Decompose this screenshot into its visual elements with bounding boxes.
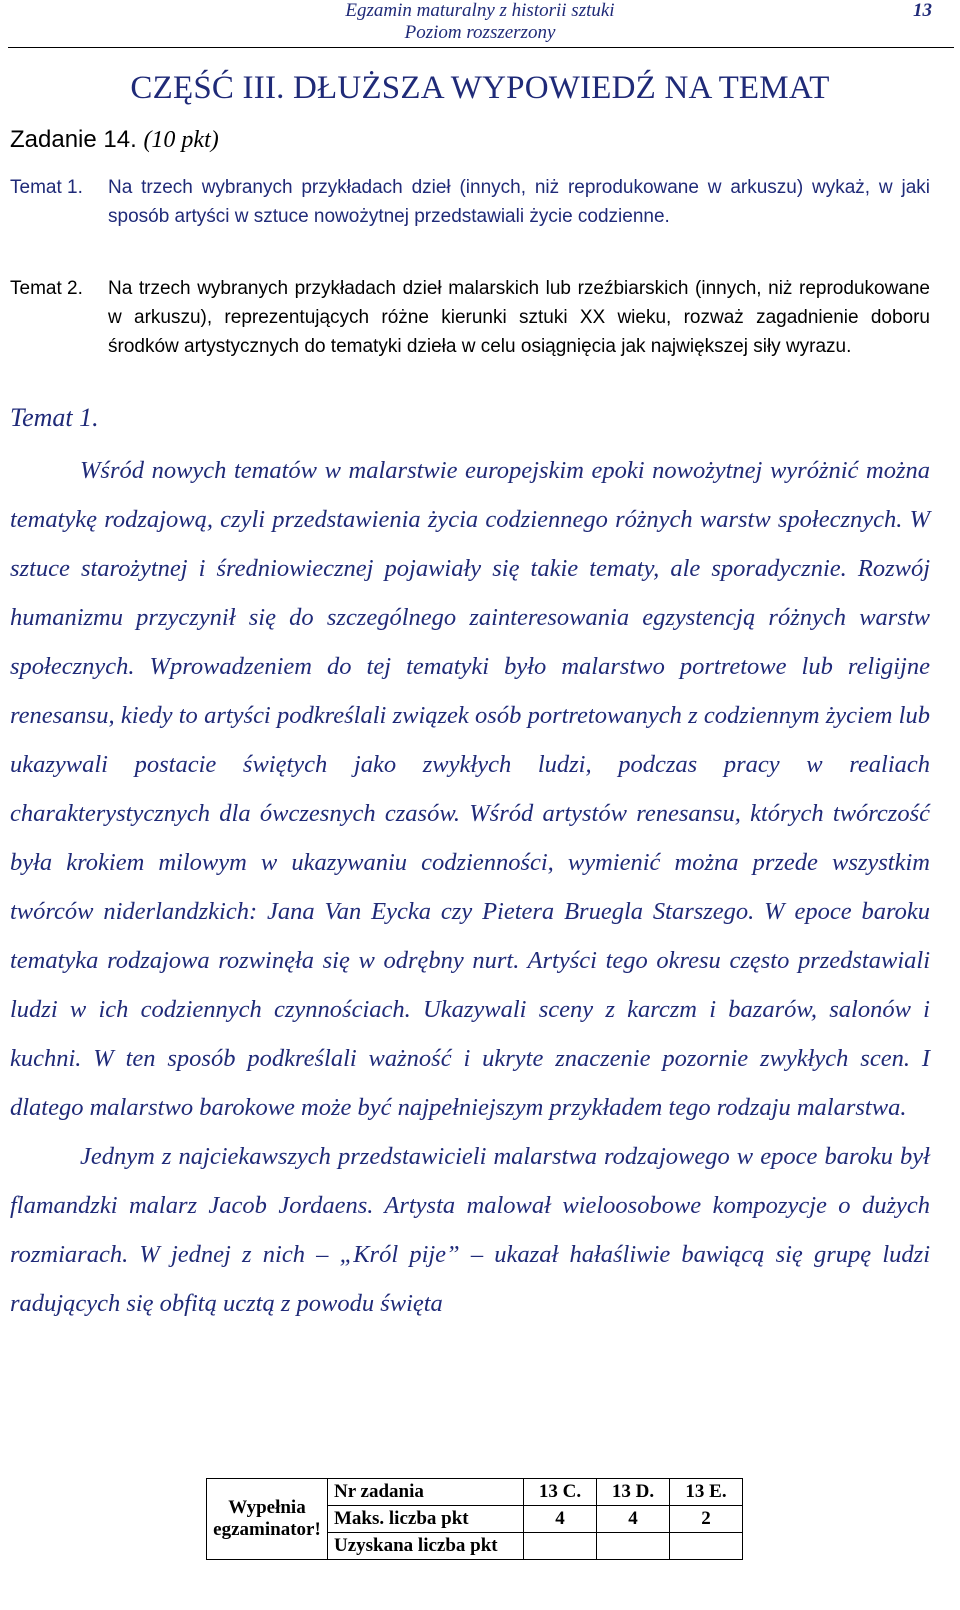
score-input-cell[interactable] [597, 1533, 670, 1560]
max-points-cell: 4 [524, 1506, 597, 1533]
examiner-score-table [206, 1478, 743, 1560]
answer-paragraph-1: Wśród nowych tematów w malarstwie europejskim epoki nowożytnej wyróżnić można tematykę rodzajową, czyli przedstawienia życia codziennego różnych warstw społecznych. W sztuce starożytnej i średniowiecznej pojawiały się takie tematy, ale sporadycznie. Rozwój humanizmu przyczynił się do szczególnego zainteresowania egzystencją różnych warstw społecznych. Wprowadzeniem do tej tematyki było malarstwo portretowe lub religijne renesansu, kiedy to artyści podkreślali związek osób portretowanych z codziennym życiem lub ukazywali postacie świętych jako zwykłych ludzi, podczas pracy w realiach charakterystycznych dla ówczesnych czasów. Wśród artystów renesansu, których twórczość była krokiem milowym w ukazywaniu codzienności, wymienić można przede wszystkim twórców niderlandzkich: Jana Van Eycka czy Pietera Bruegla Starszego. W epoce baroku tematyka rodzajowa rozwinęła się w odrębny nurt. Artyści tego okresu często przedstawiali ludzi w ich codziennych czynnościach. Ukazywali sceny z karczm i bazarów, salonów i kuchni. W ten sposób podkreślali ważność i ukryte znaczenie pozornie zwykłych scen. I dlatego malarstwo barokowe może być najpełniejszym przykładem tego rodzaju malarstwa. [10, 457, 930, 1121]
page-number: 13 [913, 0, 932, 21]
max-points-cell: 4 [597, 1506, 670, 1533]
examiner-note: Wypełnia egzaminator! [207, 1479, 328, 1560]
score-input-cell[interactable] [670, 1533, 743, 1560]
answer-topic-label: Temat 1. [10, 403, 99, 432]
row-label: Maks. liczba pkt [328, 1506, 524, 1533]
topic-2-label: Temat 2. [10, 278, 83, 299]
topic-1 [10, 173, 930, 231]
task-points: (10 pkt) [143, 127, 219, 153]
topic-1-label: Temat 1. [10, 177, 83, 198]
header-divider [8, 47, 954, 48]
row-label: Nr zadania [328, 1479, 524, 1506]
answer-text [10, 446, 930, 1328]
topic-1-text: Na trzech wybranych przykładach dzieł (innych, niż reprodukowane w arkuszu) wykaż, w jaki sposób artyści w sztuce nowożytnej przedstawiali życie codzienne. [108, 177, 930, 227]
score-input-cell[interactable] [524, 1533, 597, 1560]
row-label: Uzyskana liczba pkt [328, 1533, 524, 1560]
topic-2-text: Na trzech wybranych przykładach dzieł malarskich lub rzeźbiarskich (innych, niż reprodukowane w arkuszu), reprezentujących różne kierunki sztuki XX wieku, rozważ zagadnienie doboru środków artystycznych do tematyki dzieła w celu osiągnięcia jak największej siły wyrazu. [108, 278, 930, 357]
task-number-cell: 13 E. [670, 1479, 743, 1506]
part-title: CZĘŚĆ III. DŁUŻSZA WYPOWIEDŹ NA TEMAT [130, 70, 830, 106]
exam-level: Poziom rozszerzony [404, 22, 556, 43]
task-label: Zadanie 14. [10, 126, 137, 153]
task-number-cell: 13 C. [524, 1479, 597, 1506]
table-row [207, 1479, 743, 1506]
task-heading [10, 126, 219, 154]
max-points-cell: 2 [670, 1506, 743, 1533]
topic-2 [10, 274, 930, 361]
exam-title: Egzamin maturalny z historii sztuki [345, 0, 615, 21]
task-number-cell: 13 D. [597, 1479, 670, 1506]
answer-paragraph-2: Jednym z najciekawszych przedstawicieli malarstwa rodzajowego w epoce baroku był flamandzki malarz Jacob Jordaens. Artysta malował wieloosobowe kompozycje o dużych rozmiarach. W jednej z nich – „Król pije” – ukazał hałaśliwie bawiącą się grupę ludzi radujących się obfitą ucztą z powodu święta [10, 1143, 930, 1317]
